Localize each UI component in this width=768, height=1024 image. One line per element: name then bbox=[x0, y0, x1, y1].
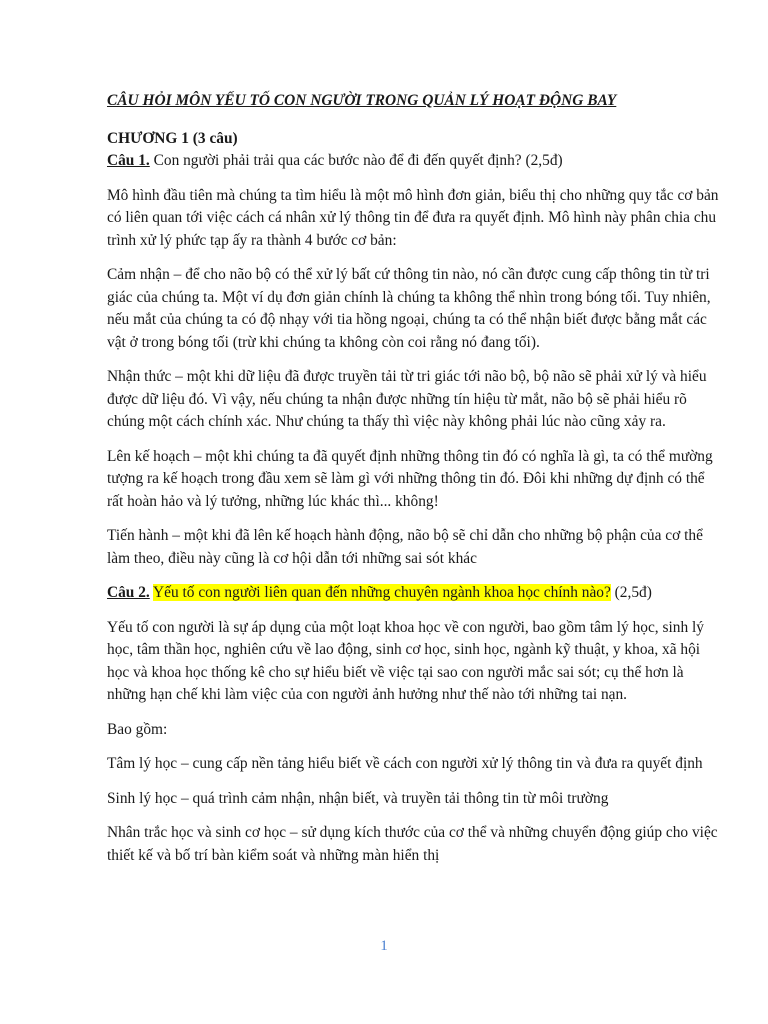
question-1-text: Con người phải trải qua các bước nào để đi đến quyết định? (2,5đ) bbox=[149, 152, 563, 169]
question-2 bbox=[107, 582, 719, 605]
spacer bbox=[107, 605, 719, 617]
q1-paragraph-cognition: Nhận thức – một khi dữ liệu đã được truyền tải từ tri giác tới não bộ, bộ não sẽ phải xử lý và hiểu được dữ liệu đó. Vì vậy, nếu chúng ta nhận được những tín hiệu từ mắt, não bộ sẽ phải hiểu rõ chúng một cách chính xác. Như chúng ta thấy thì việc này không phải lúc nào cũng xảy ra. bbox=[107, 368, 707, 430]
q1-paragraph-planning: Lên kế hoạch – một khi chúng ta đã quyết định những thông tin đó có nghĩa là gì, ta có thể mường tượng ra kế hoạch trong đầu xem sẽ làm gì với những thông tin đó. Đôi khi những dự định có thể rất hoàn hảo và lý tưởng, những lúc khác thì... không! bbox=[107, 447, 713, 510]
question-1 bbox=[107, 150, 719, 173]
document-page bbox=[107, 84, 719, 867]
q2-paragraph-includes: Bao gồm: bbox=[107, 720, 168, 738]
spacer bbox=[107, 741, 719, 753]
page-number: 1 bbox=[380, 938, 388, 954]
spacer bbox=[107, 252, 719, 264]
q1-paragraph-intro: Mô hình đầu tiên mà chúng ta tìm hiểu là một mô hình đơn giản, biểu thị cho những quy tắc cơ bản có liên quan tới việc cách cá nhân xử lý thông tin để đưa ra quyết định. Mô hình này phân chia chu trình xử lý phức tạp ấy ra thành 4 bước cơ bản: bbox=[107, 186, 719, 249]
spacer bbox=[107, 354, 719, 366]
spacer bbox=[107, 707, 719, 719]
question-2-highlighted-text: Yếu tố con người liên quan đến những chuyên ngành khoa học chính nào? bbox=[153, 584, 611, 601]
spacer bbox=[107, 570, 719, 582]
q1-paragraph-perception: Cảm nhận – để cho não bộ có thể xử lý bất cứ thông tin nào, nó cần được cung cấp thông tin từ tri giác của chúng ta. Một ví dụ đơn giản chính là chúng ta không thể nhìn trong bóng tối. Tuy nhiên, nếu mắt của chúng ta có độ nhạy với tia hồng ngoại, chúng ta có thể nhận biết được bằng mắt các vật ở trong bóng tối (trừ khi chúng ta không còn coi rằng nó đang tối). bbox=[107, 266, 711, 351]
spacer bbox=[107, 810, 719, 822]
q2-paragraph-physiology: Sinh lý học – quá trình cảm nhận, nhận biết, và truyền tải thông tin từ môi trường bbox=[107, 789, 609, 807]
document-title: CÂU HỎI MÔN YẾU TỐ CON NGƯỜI TRONG QUẢN LÝ HOẠT ĐỘNG BAY bbox=[107, 92, 617, 109]
q2-paragraph-definition: Yếu tố con người là sự áp dụng của một loạt khoa học về con người, bao gồm tâm lý học, sinh lý học, tâm thần học, nghiên cứu về lao động, sinh cơ học, sinh học, ngành kỹ thuật, y khoa, xã hội học và khoa học thống kê cho sự hiểu biết về việc tại sao con người mắc sai sót; cụ thể hơn là những hạn chế khi làm việc của con người ảnh hưởng như thế nào tới những tai nạn. bbox=[107, 618, 704, 703]
spacer bbox=[107, 776, 719, 788]
question-2-points: (2,5đ) bbox=[610, 584, 652, 601]
spacer bbox=[107, 173, 719, 185]
q1-paragraph-execution: Tiến hành – một khi đã lên kế hoạch hành động, não bộ sẽ chỉ dẫn cho những bộ phận của cơ thể làm theo, điều này cũng là cơ hội dẫn tới những sai sót khác bbox=[107, 527, 703, 567]
question-1-label: Câu 1. bbox=[107, 152, 150, 169]
q2-paragraph-psychology: Tâm lý học – cung cấp nền tảng hiểu biết về cách con người xử lý thông tin và đưa ra quyết định bbox=[107, 755, 703, 772]
spacer bbox=[107, 434, 719, 446]
q2-paragraph-anthropometry: Nhân trắc học và sinh cơ học – sử dụng kích thước của cơ thể và những chuyển động giúp cho việc thiết kế và bố trí bàn kiểm soát và những màn hiển thị bbox=[107, 824, 718, 864]
question-2-label: Câu 2. bbox=[107, 584, 150, 601]
chapter-heading: CHƯƠNG 1 (3 câu) bbox=[107, 129, 238, 147]
spacer bbox=[107, 513, 719, 525]
